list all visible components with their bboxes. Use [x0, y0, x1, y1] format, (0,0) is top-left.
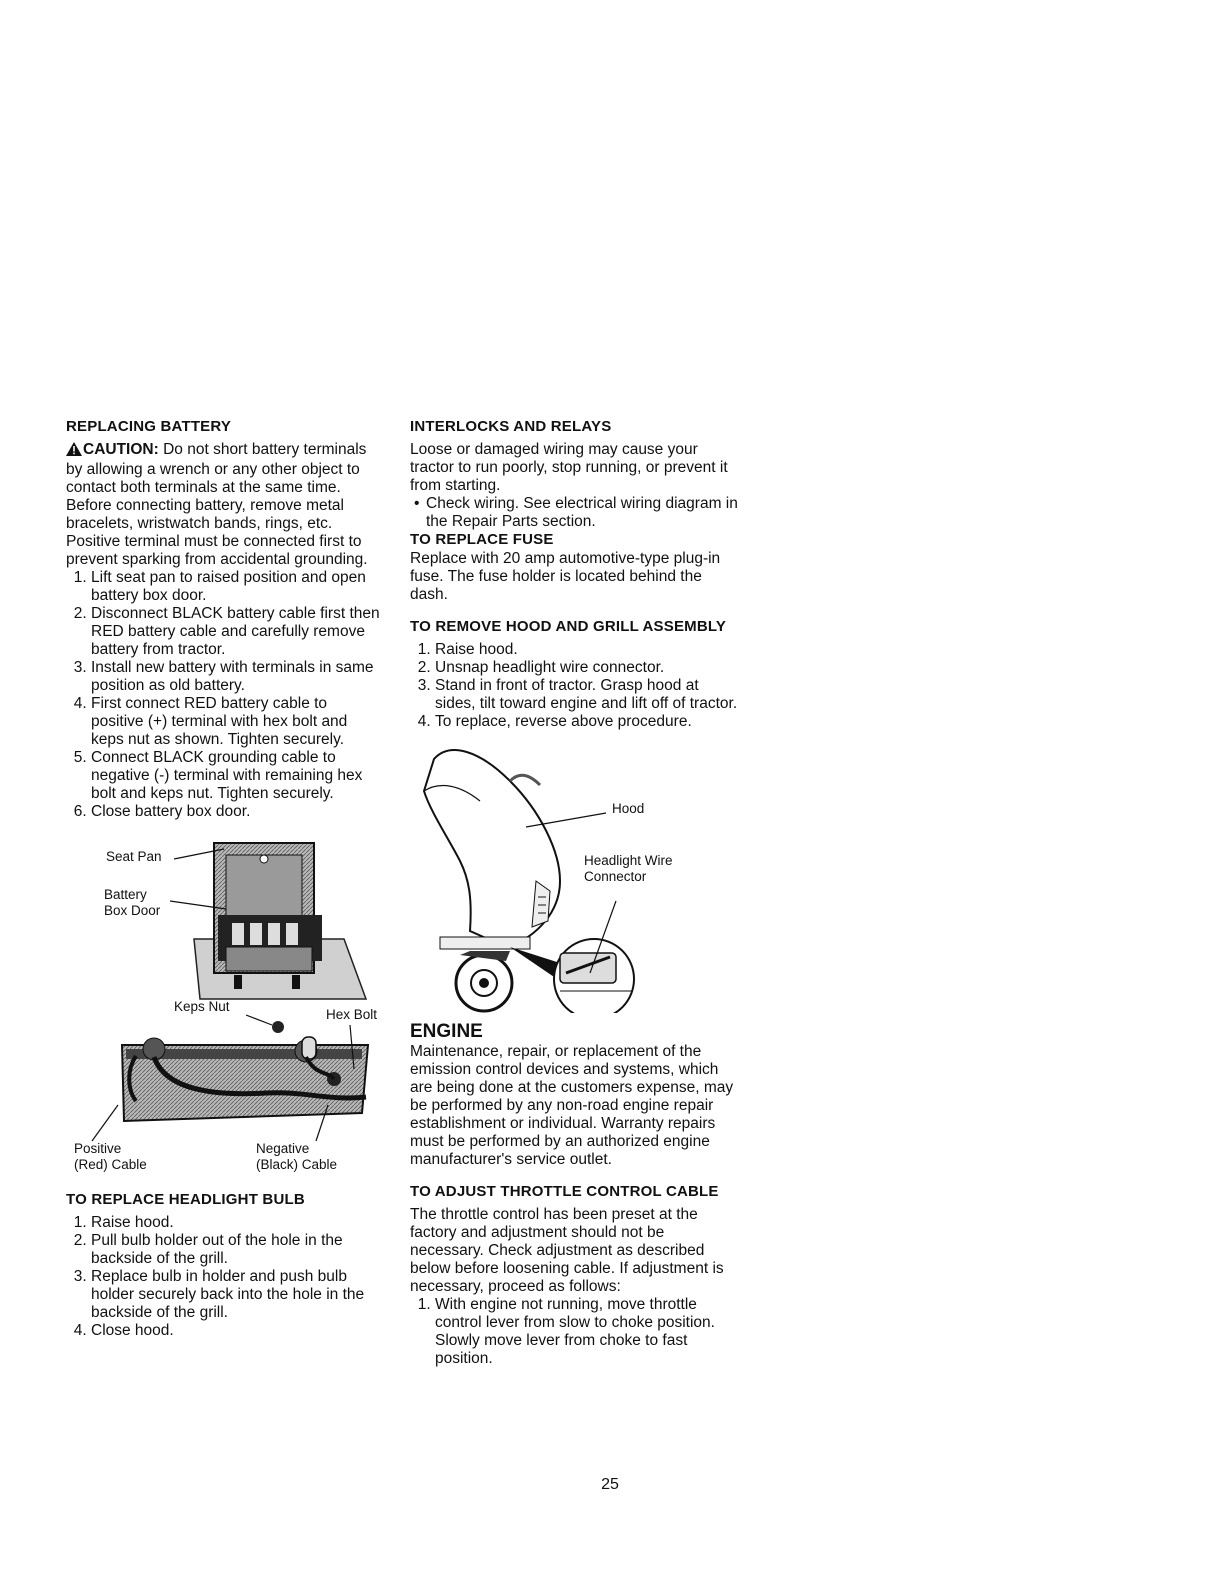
battery-box-figure [66, 829, 382, 1001]
connector-callout-line1: Headlight Wire [584, 853, 673, 868]
caution-label: CAUTION: [83, 441, 159, 458]
list-item: • Check wiring. See electrical wiring diagram in the Repair Parts section. [426, 495, 740, 531]
hood-figure [410, 741, 730, 1013]
replace-fuse-heading: TO REPLACE FUSE [410, 531, 554, 548]
left-column [66, 418, 382, 1340]
list-item: 4. To replace, reverse above procedure. [435, 713, 740, 731]
list-item: 1. With engine not running, move throttle control lever from slow to choke position. Slowly move lever from choke to fast position. [435, 1296, 740, 1368]
battery-terminals-figure [66, 1001, 382, 1179]
battery-steps [66, 569, 382, 821]
caution-paragraph [66, 441, 382, 533]
positive-cable-callout-line2: (Red) Cable [74, 1157, 147, 1172]
battery-box-door-callout-line1: Battery [104, 887, 147, 902]
warning-triangle-icon [66, 442, 82, 461]
list-item: 3. Install new battery with terminals in same position as old battery. [91, 659, 382, 695]
interlocks-text: Loose or damaged wiring may cause your tractor to run poorly, stop running, or prevent it from starting. [410, 441, 728, 494]
connector-callout-line2: Connector [584, 869, 647, 884]
list-item: 2. Disconnect BLACK battery cable first then RED battery cable and carefully remove battery from tractor. [91, 605, 382, 659]
negative-cable-callout-line1: Negative [256, 1141, 310, 1156]
list-item: 1. Raise hood. [435, 641, 740, 659]
list-item: 4. Close hood. [91, 1322, 382, 1340]
page-number: 25 [601, 1476, 619, 1493]
list-item: 1. Raise hood. [91, 1214, 382, 1232]
keps-nut-callout: Keps Nut [174, 999, 230, 1014]
replace-headlight-heading: TO REPLACE HEADLIGHT BULB [66, 1191, 305, 1208]
list-item: 5. Connect BLACK grounding cable to negative (-) terminal with remaining hex bolt and keps nut. Tighten securely. [91, 749, 382, 803]
caution-text: Do not short battery terminals by allowing a wrench or any other object to contact both terminals at the same time. Before connecting battery, remove metal bracelets, wristwatch bands, rings, etc. [66, 441, 367, 532]
list-item: 6. Close battery box door. [91, 803, 382, 821]
positive-cable-callout-line1: Positive [74, 1141, 122, 1156]
list-item: 1. Lift seat pan to raised position and open battery box door. [91, 569, 382, 605]
seat-pan-callout: Seat Pan [106, 849, 162, 864]
throttle-heading: TO ADJUST THROTTLE CONTROL CABLE [410, 1183, 719, 1200]
hex-bolt-callout: Hex Bolt [326, 1007, 378, 1022]
right-column [410, 418, 740, 1368]
remove-hood-heading: TO REMOVE HOOD AND GRILL ASSEMBLY [410, 618, 727, 635]
engine-text: Maintenance, repair, or replacement of the emission control devices and systems, which are being done at the customers expense, may be performed by any non-road engine repair establishment or individual. Warranty repairs must be performed by an authorized engine manufacturer's service outlet. [410, 1043, 734, 1168]
replacing-battery-heading: REPLACING BATTERY [66, 418, 232, 435]
hood-steps [410, 641, 740, 731]
positive-terminal-note: Positive terminal must be connected first to prevent sparking from accidental grounding. [66, 533, 368, 568]
hood-illustration [410, 741, 730, 1013]
negative-cable-callout-line2: (Black) Cable [256, 1157, 338, 1172]
interlocks-heading: INTERLOCKS AND RELAYS [410, 418, 612, 435]
list-item: 2. Pull bulb holder out of the hole in the backside of the grill. [91, 1232, 382, 1268]
battery-box-door-callout-line2: Box Door [104, 903, 161, 918]
battery-terminals-illustration [66, 1001, 382, 1151]
list-item: 4. First connect RED battery cable to positive (+) terminal with hex bolt and keps nut as shown. Tighten securely. [91, 695, 382, 749]
headlight-steps [66, 1214, 382, 1340]
throttle-steps [410, 1296, 740, 1368]
list-item: 3. Replace bulb in holder and push bulb holder securely back into the hole in the backside of the grill. [91, 1268, 382, 1322]
list-item: 3. Stand in front of tractor. Grasp hood at sides, tilt toward engine and lift off of tractor. [435, 677, 740, 713]
throttle-text: The throttle control has been preset at the factory and adjustment should not be necessary. Check adjustment as described below before loosening cable. If adjustment is necessary, proceed as follows: [410, 1206, 724, 1295]
fuse-text: Replace with 20 amp automotive-type plug-in fuse. The fuse holder is located behind the dash. [410, 550, 721, 603]
engine-heading: ENGINE [410, 1021, 483, 1042]
interlocks-bullets [410, 495, 740, 531]
list-item: 2. Unsnap headlight wire connector. [435, 659, 740, 677]
hood-callout: Hood [612, 801, 645, 816]
